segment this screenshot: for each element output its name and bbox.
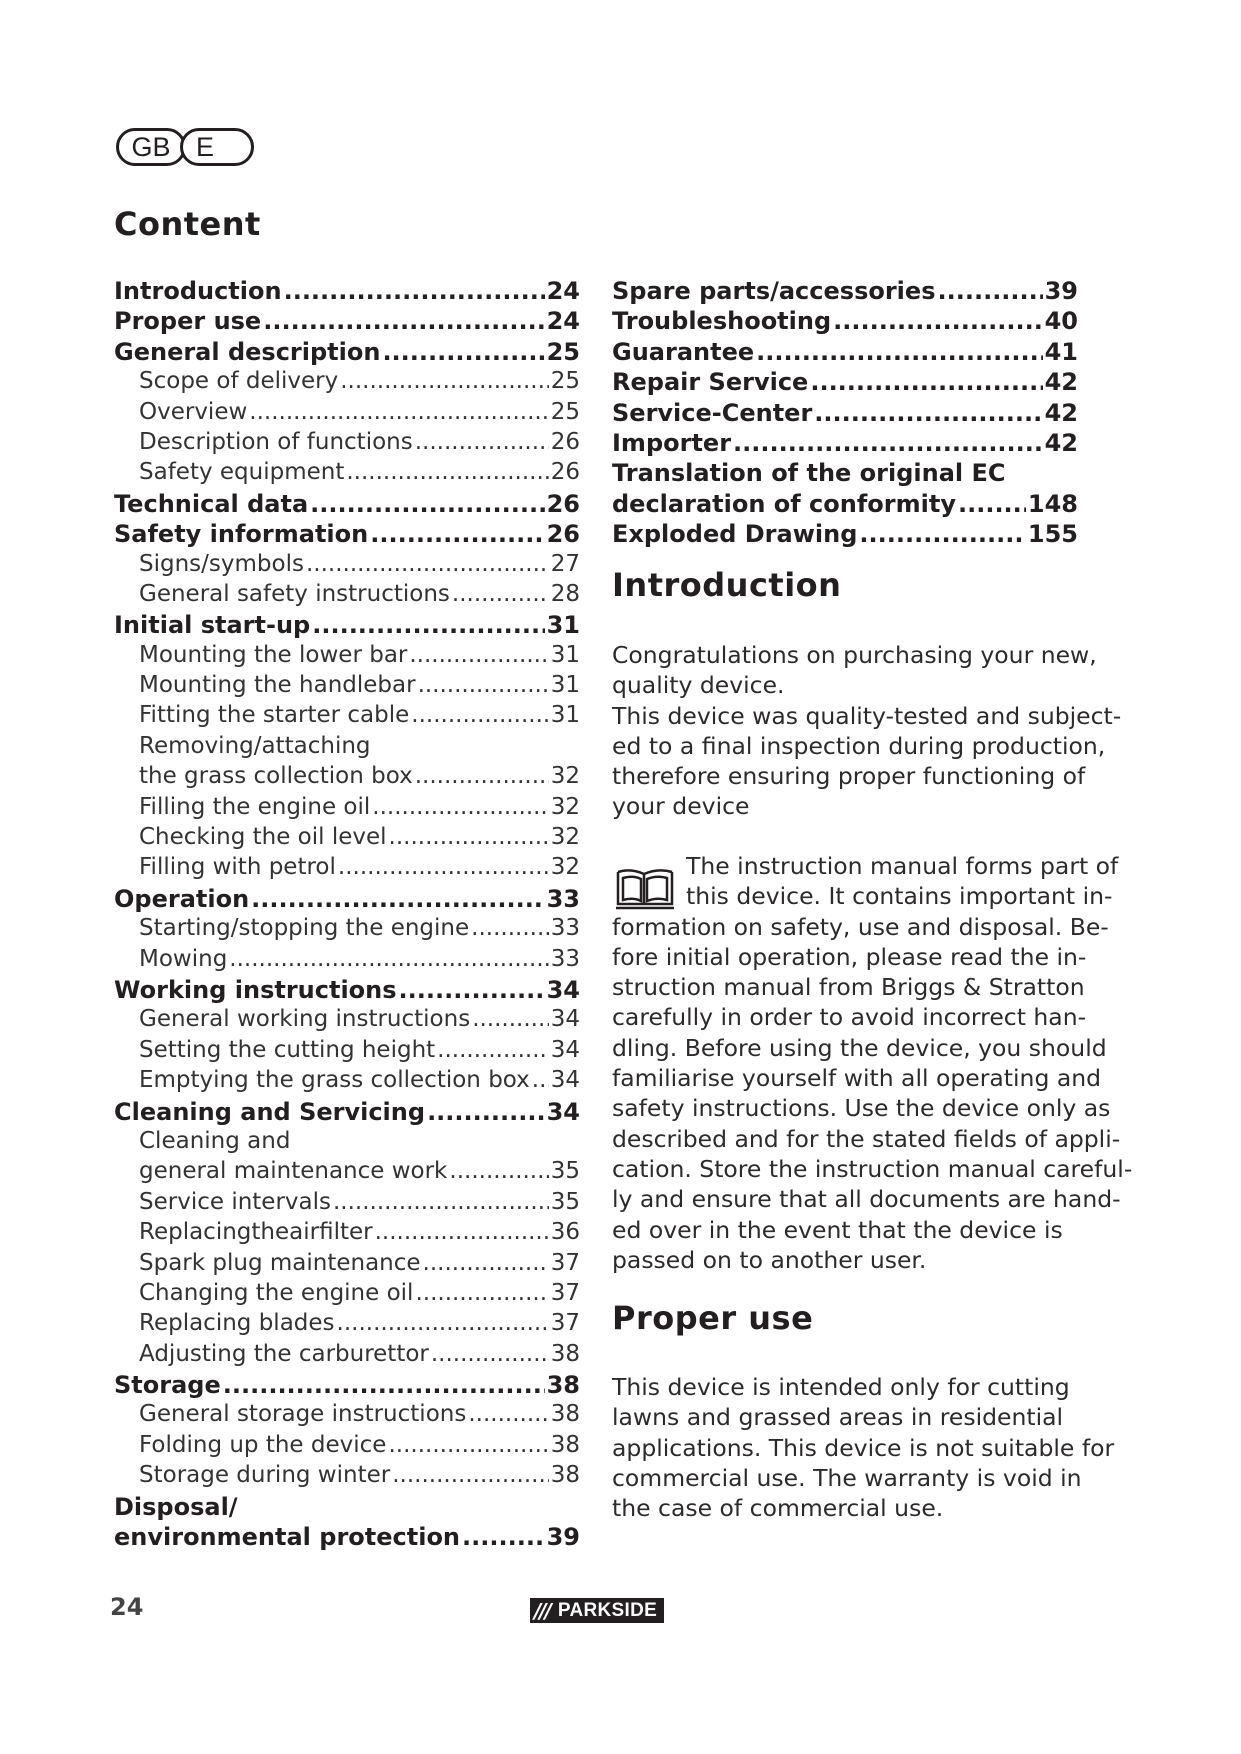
toc-leader-dots: [392, 1462, 549, 1488]
text-line: formation on safety, use and disposal. Be-: [612, 912, 1109, 941]
toc-leader-dots: [249, 399, 548, 425]
toc-leader-dots: [415, 763, 549, 789]
toc-entry-label: Introduction: [114, 277, 282, 305]
toc-leader-dots: [427, 1098, 545, 1126]
toc-entry-page: 38: [550, 1401, 580, 1428]
text-line: cation. Store the instruction manual careful-: [612, 1154, 1133, 1183]
toc-leader-dots: [370, 520, 544, 548]
text-line: carefully in order to avoid incorrect han-: [612, 1003, 1087, 1032]
toc-entry: [114, 1310, 580, 1340]
text-line: lawns and grassed areas in residential: [612, 1403, 1064, 1432]
toc-leader-dots: [733, 429, 1043, 457]
toc-entry: [612, 490, 1078, 520]
content-title: Content: [114, 205, 261, 243]
toc-entry-label: Proper use: [114, 307, 262, 336]
text-line: quality device.: [612, 671, 785, 700]
introduction-paragraph-2: [612, 851, 1133, 1275]
toc-entry-page: 25: [550, 368, 580, 395]
toc-entry: [114, 854, 580, 884]
toc-entry-label: Working instructions: [114, 975, 397, 1004]
text-line: ly and ensure that all documents are hand-: [612, 1185, 1121, 1214]
toc-entry-label: Removing/attaching: [139, 732, 371, 759]
toc-entry-label: Filling the engine oil: [139, 793, 371, 820]
toc-entry: [114, 551, 580, 581]
toc-entry-label: Description of functions: [139, 428, 413, 455]
toc-entry-label: Scope of delivery: [139, 368, 339, 395]
toc-entry: [114, 459, 580, 489]
toc-leader-dots: [472, 1006, 549, 1032]
text-line: The instruction manual forms part of: [686, 852, 1119, 880]
toc-entry-page: 26: [546, 489, 580, 518]
text-line: your device: [612, 792, 750, 821]
toc-entry-label: General working instructions: [139, 1006, 471, 1033]
toc-entry-label: Mounting the handlebar: [139, 672, 416, 699]
toc-entry: [114, 824, 580, 854]
toc-leader-dots: [409, 642, 548, 668]
toc-leader-dots: [382, 338, 544, 366]
toc-entry: [114, 885, 580, 915]
toc-entry-label: Replacing blades: [139, 1310, 335, 1337]
toc-entry-label: general maintenance work: [139, 1158, 448, 1185]
toc-entry-label: Service intervals: [139, 1188, 331, 1215]
toc-entry-page: 27: [550, 550, 580, 577]
toc-entry-label: Repair Service: [612, 368, 809, 397]
toc-entry-label: Folding up the device: [139, 1431, 387, 1458]
toc-entry-page: 34: [550, 1067, 580, 1094]
toc-entry: [114, 794, 580, 824]
logo-slashes: ///: [534, 1598, 550, 1623]
toc-entry-label: Cleaning and: [139, 1127, 291, 1154]
text-line: struction manual from Briggs & Stratton: [612, 973, 1085, 1002]
text-line: therefore ensuring proper functioning of: [612, 762, 1086, 791]
toc-entry: [114, 763, 580, 793]
toc-entry: [114, 429, 580, 459]
toc-leader-dots: [468, 1401, 548, 1427]
toc-entry-page: 31: [546, 611, 580, 640]
toc-leader-dots: [423, 1250, 549, 1276]
toc-entry-label: Spark plug maintenance: [139, 1249, 421, 1276]
toc-leader-dots: [229, 946, 548, 972]
toc-entry-page: 33: [550, 915, 580, 942]
toc-entry-page: 38: [550, 1340, 580, 1367]
toc-entry: [612, 307, 1078, 337]
toc-leader-dots: [337, 1310, 549, 1336]
toc-leader-dots: [452, 581, 549, 607]
toc-leader-dots: [310, 490, 544, 518]
toc-entry-label: Mowing: [139, 945, 228, 972]
toc-entry-label: General storage instructions: [139, 1401, 467, 1428]
toc-entry: [114, 399, 580, 429]
toc-entry-label: Troubleshooting: [612, 307, 832, 336]
toc-entry-page: 35: [550, 1158, 580, 1185]
toc-leader-dots: [340, 368, 549, 394]
toc-entry-page: 39: [546, 1523, 580, 1552]
toc-leader-dots: [756, 338, 1042, 366]
toc-entry-page: 32: [550, 824, 580, 851]
toc-entry-label: declaration of conformity: [612, 489, 956, 518]
toc-entry: [612, 399, 1078, 429]
text-line: This device was quality-tested and subject-: [612, 701, 1122, 730]
parkside-logo: [530, 1598, 664, 1623]
toc-entry-page: 26: [550, 428, 580, 455]
toc-leader-dots: [312, 611, 544, 639]
toc-entry-page: 37: [550, 1249, 580, 1276]
text-line: described and for the stated fields of appli-: [612, 1124, 1121, 1153]
toc-entry-label: Safety equipment: [139, 459, 345, 486]
toc-entry: [612, 429, 1078, 459]
toc-entry-page: 34: [546, 975, 580, 1004]
toc-entry-page: 25: [546, 337, 580, 366]
toc-leader-dots: [415, 1280, 548, 1306]
text-line: applications. This device is not suitable for: [612, 1433, 1115, 1462]
toc-entry-label: Adjusting the carburettor: [139, 1340, 429, 1367]
toc-entry-page: 39: [1044, 277, 1078, 305]
toc-entry: [114, 1037, 580, 1067]
toc-entry: [114, 1158, 580, 1188]
toc-leader-dots: [833, 307, 1042, 335]
toc-entry-label: Signs/symbols: [139, 550, 304, 577]
toc-entry: [612, 277, 1078, 307]
toc-entry: [612, 368, 1078, 398]
toc-entry-page: 32: [550, 854, 580, 881]
toc-entry-label: Service-Center: [612, 398, 813, 427]
toc-entry: [114, 611, 580, 641]
toc-entry-label: Disposal/: [114, 1492, 238, 1521]
toc-leader-dots: [306, 551, 549, 577]
toc-entry: [114, 1341, 580, 1371]
toc-entry: [114, 520, 580, 550]
text-line: safety instructions. Use the device only as: [612, 1094, 1111, 1123]
toc-entry-page: 31: [550, 641, 580, 668]
language-badges: [116, 128, 254, 166]
toc-entry-label: Emptying the grass collection box: [139, 1067, 530, 1094]
toc-entry: [114, 672, 580, 702]
toc-entry-page: 36: [550, 1219, 580, 1246]
toc-entry-page: 41: [1044, 337, 1078, 366]
toc-entry-page: 42: [1044, 428, 1078, 457]
toc-entry-label: the grass collection box: [139, 763, 413, 790]
toc-entry-label: Safety information: [114, 520, 369, 549]
text-line: This device is intended only for cutting: [612, 1373, 1070, 1401]
toc-entry-page: 31: [550, 672, 580, 699]
toc-entry-page: 42: [1044, 368, 1078, 397]
toc-entry: [114, 976, 580, 1006]
toc-entry-label: Spare parts/accessories: [612, 277, 936, 305]
language-badge-e: E: [180, 128, 254, 166]
introduction-heading: Introduction: [612, 566, 842, 604]
toc-entry-page: 34: [546, 1097, 580, 1126]
toc-entry: [114, 490, 580, 520]
toc-leader-dots: [399, 976, 545, 1004]
toc-entry-page: 26: [546, 520, 580, 549]
toc-leader-dots: [859, 520, 1026, 548]
toc-entry-page: 35: [550, 1188, 580, 1215]
toc-leader-dots: [937, 277, 1042, 305]
language-badge-gb: GB: [116, 128, 186, 166]
toc-leader-dots: [418, 672, 549, 698]
page-number: 24: [110, 1593, 144, 1621]
toc-leader-dots: [223, 1371, 545, 1399]
toc-leader-dots: [431, 1341, 549, 1367]
toc-entry: [114, 1371, 580, 1401]
toc-entry-page: 24: [546, 307, 580, 336]
toc-entry: [114, 642, 580, 672]
toc-leader-dots: [346, 459, 548, 485]
toc-entry: [114, 946, 580, 976]
toc-entry-label: Storage during winter: [139, 1462, 391, 1489]
toc-entry: [114, 368, 580, 398]
toc-entry-page: 32: [550, 793, 580, 820]
toc-leader-dots: [251, 885, 544, 913]
toc-entry-label: Setting the cutting height: [139, 1036, 436, 1063]
toc-leader-dots: [449, 1158, 548, 1184]
text-line: the case of commercial use.: [612, 1494, 944, 1523]
toc-entry: [114, 1098, 580, 1128]
toc-entry-label: Filling with petrol: [139, 854, 336, 881]
toc-entry: [114, 1401, 580, 1431]
toc-leader-dots: [372, 794, 548, 820]
toc-leader-dots: [810, 368, 1042, 396]
text-line: familiarise yourself with all operating and: [612, 1064, 1102, 1093]
text-line: ed over in the event that the device is: [612, 1215, 1063, 1244]
toc-entry: [114, 702, 580, 732]
toc-entry-page: 155: [1027, 520, 1078, 549]
toc-entry: [114, 1067, 580, 1097]
toc-entry-label: General safety instructions: [139, 580, 450, 607]
text-line: Congratulations on purchasing your new,: [612, 641, 1097, 669]
toc-entry-label: Overview: [139, 398, 248, 425]
toc-entry-page: 28: [550, 580, 580, 607]
toc-entry-page: 26: [550, 459, 580, 486]
toc-entry-label: Cleaning and Servicing: [114, 1097, 426, 1126]
toc-entry: [612, 520, 1078, 550]
toc-leader-dots: [284, 277, 545, 305]
toc-entry: [114, 581, 580, 611]
toc-entry-page: 42: [1044, 398, 1078, 427]
logo-name: PARKSIDE: [557, 1599, 658, 1621]
toc-entry: [612, 338, 1078, 368]
toc-entry: [612, 459, 1078, 489]
proper-use-heading: Proper use: [612, 1299, 814, 1337]
toc-entry-page: 24: [546, 277, 580, 305]
toc-leader-dots: [388, 1432, 548, 1458]
toc-entry-page: 33: [550, 945, 580, 972]
toc-leader-dots: [462, 1523, 545, 1551]
toc-entry: [114, 1189, 580, 1219]
toc-entry-page: 32: [550, 763, 580, 790]
toc-entry: [114, 338, 580, 368]
toc-leader-dots: [389, 824, 549, 850]
toc-entry-page: 37: [550, 1310, 580, 1337]
toc-entry: [114, 307, 580, 337]
toc-entry-label: Mounting the lower bar: [139, 641, 408, 668]
toc-leader-dots: [814, 399, 1042, 427]
toc-leader-dots: [471, 915, 549, 941]
toc-entry: [114, 277, 580, 307]
toc-entry: [114, 1523, 580, 1553]
toc-leader-dots: [532, 1067, 549, 1093]
toc-entry-page: 38: [550, 1431, 580, 1458]
toc-entry-page: 33: [546, 884, 580, 913]
toc-entry-page: 34: [550, 1006, 580, 1033]
toc-leader-dots: [375, 1219, 549, 1245]
toc-leader-dots: [437, 1037, 549, 1063]
toc-entry-page: 31: [550, 702, 580, 729]
toc-entry-label: Fitting the starter cable: [139, 702, 410, 729]
toc-leader-dots: [263, 307, 544, 335]
toc-right-column: [612, 277, 1078, 551]
text-line: passed on to another user.: [612, 1245, 927, 1274]
toc-entry: [114, 1128, 580, 1158]
introduction-paragraph-1: [612, 640, 1122, 822]
toc-entry-label: Starting/stopping the engine: [139, 915, 470, 942]
toc-entry-page: 40: [1044, 307, 1078, 336]
toc-entry: [114, 1280, 580, 1310]
toc-leader-dots: [958, 490, 1026, 518]
text-line: dling. Before using the device, you should: [612, 1033, 1107, 1062]
toc-entry-label: Importer: [612, 428, 732, 457]
toc-leader-dots: [415, 429, 549, 455]
text-line: this device. It contains important in-: [686, 882, 1113, 911]
toc-leader-dots: [411, 702, 548, 728]
toc-entry: [114, 1219, 580, 1249]
toc-entry-label: Replacingtheairfilter: [139, 1219, 373, 1246]
toc-entry: [114, 1462, 580, 1492]
text-line: commercial use. The warranty is void in: [612, 1463, 1082, 1492]
toc-entry-page: 148: [1027, 489, 1078, 518]
toc-entry: [114, 1250, 580, 1280]
toc-entry-label: Checking the oil level: [139, 824, 387, 851]
toc-entry-page: 38: [546, 1371, 580, 1400]
toc-left-column: [114, 277, 580, 1553]
toc-leader-dots: [338, 854, 549, 880]
text-line: fore initial operation, please read the in-: [612, 942, 1087, 971]
toc-entry-label: Exploded Drawing: [612, 520, 858, 549]
toc-entry-page: 25: [550, 398, 580, 425]
toc-entry-label: Guarantee: [612, 337, 755, 366]
text-line: ed to a final inspection during production,: [612, 731, 1106, 760]
toc-entry-page: 34: [550, 1036, 580, 1063]
toc-entry-label: Initial start-up: [114, 611, 311, 640]
toc-entry: [114, 1493, 580, 1523]
toc-entry-label: Operation: [114, 884, 250, 913]
toc-entry-label: Storage: [114, 1371, 221, 1400]
toc-entry-label: environmental protection: [114, 1523, 461, 1552]
toc-entry: [114, 733, 580, 763]
toc-entry: [114, 1432, 580, 1462]
toc-entry-label: Technical data: [114, 489, 309, 518]
toc-entry-label: Translation of the original EC: [612, 459, 1006, 488]
toc-entry: [114, 915, 580, 945]
toc-entry-label: Changing the engine oil: [139, 1279, 414, 1306]
toc-entry-page: 38: [550, 1462, 580, 1489]
proper-use-paragraph: [612, 1372, 1115, 1523]
toc-entry: [114, 1006, 580, 1036]
toc-leader-dots: [333, 1189, 549, 1215]
toc-entry-label: General description: [114, 337, 381, 366]
toc-entry-page: 37: [550, 1279, 580, 1306]
